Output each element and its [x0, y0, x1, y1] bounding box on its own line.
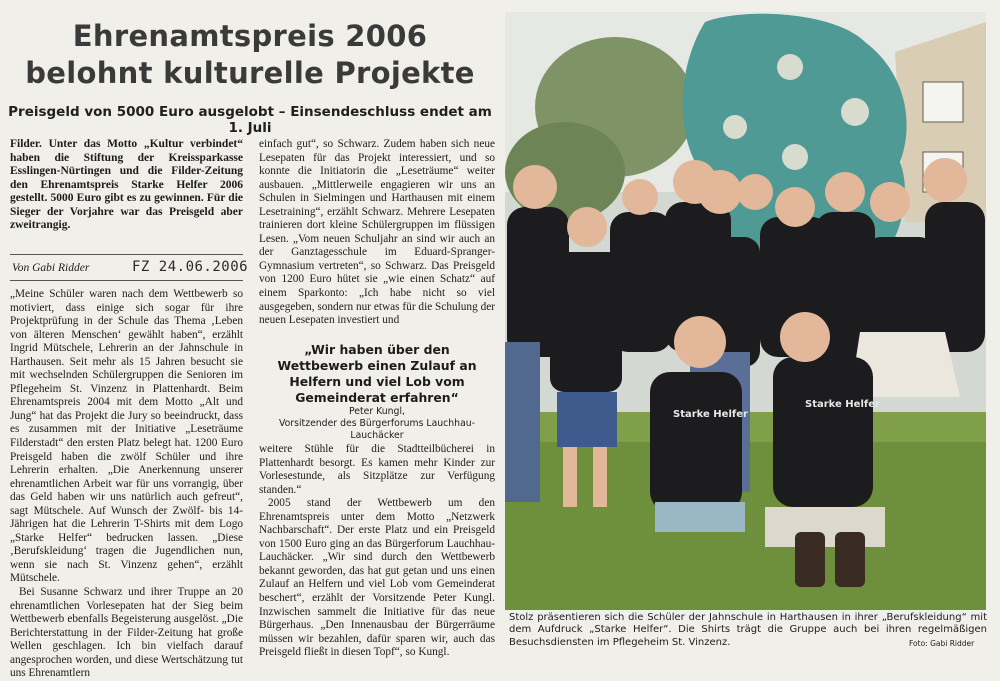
divider-bottom: [10, 280, 243, 281]
divider-top: [10, 254, 243, 255]
dateline-place: Filder.: [10, 138, 42, 150]
paragraph: weitere Stühle für die Stadtteilbücherei in Plattenhardt besorgt. Es kamen mehr Kinder zur Vorlesestunde, als Sitzplätze zur Verfügung standen.“: [259, 443, 495, 496]
article-column-1: [10, 288, 243, 681]
lead-paragraph: [10, 138, 243, 233]
headline-line-2: belohnt kulturelle Projekte: [25, 56, 475, 90]
paragraph: 2005 stand der Wettbewerb um den Ehrenamtspreis unter dem Motto „Netzwerk Nachbarschaft“. Der erste Platz und ein Preisgeld von 1500 Euro ging an das Bürgerforum Lauchhau-Lauchäcker. „Wir sind durch den Wettbewerb bekannt geworden, das hat gut getan und uns einen Zulauf an Helfern und viel Lob vom Gemeinderat beschert“, erzählt der Vorsitzende Peter Kungl. Inzwischen sammelt die Initiative für das neue Bürgerhaus. „Den Innenausbau der Bürgerräume müssen wir bezahlen, dafür sparen wir, auch das Preisgeld fließt in diesen Topf“, so Kungl.: [259, 497, 495, 659]
paragraph: „Meine Schüler waren nach dem Wettbewerb so motiviert, dass einige sich sogar für ihre Projektprüfung in der Schule das Thema ‚Leben von älteren Menschen‘ gewählt haben“, erzählt Ingrid Mütschele, Lehrerin an der Jahnschule in Harthausen. Seit mehr als 15 Jahren besucht sie mit wechselnden Schülergruppen die Senioren im Pflegeheim St. Vinzenz in Plattenhardt. Beim Ehrenamtspreis 2004 mit dem Motto „Alt und Jung“ hat das Projekt die Jury so beeindruckt, dass es zusammen mit der Initiative „Leseträume Filderstadt“ den ersten Platz belegt hat. 1200 Euro Preisgeld haben die zwölf Schüler und ihre Lehrerin erhalten. „Die Anerkennung unserer ehrenamtlichen Arbeit war für uns vorrangig, über das Geld haben wir uns natürlich auch gefreut“, sagt Mütschele. Auf Wunsch der Zwölf- bis 14-Jährigen hat die Lehrerin T-Shirts mit dem Logo „Starke Helfer“ bedrucken lassen. „Diese ‚Berufskleidung‘ tragen die Jugendlichen nun, wenn sie nach St. Vinzenz gehen“, erzählt Mütschele.: [10, 288, 243, 585]
article-column-2-bottom: [259, 443, 495, 660]
quote-author-role: Vorsitzender des Bürgerforums Lauchhau-Lauchäcker: [278, 418, 476, 441]
photo-illustration: [505, 12, 986, 610]
paragraph: einfach gut“, so Schwarz. Zudem haben sich neue Lesepaten für das Projekt interessiert, und so konnte die Initiatorin die „Leseträume“ weiter ausbauen. „Mittlerweile engagieren wir uns an Schulen in Sielmingen und Harthausen mit einem Lesetraining“, erzählt Schwarz. Mehrere Lesepaten trainieren dort kleine Schülergruppen im flüssigen Lesen. „Vom neuen Schuljahr an sind wir auch an der Ganztagesschule im Eduard-Spranger-Gymnasium vertreten“, so Schwarz. Das Preisgeld von 1200 Euro hütet sie „wie einen Schatz“ auf einem Sparkonto: „Ich habe nicht so viel ausgegeben, sondern nur etwas für die Schulung der neuen Lesepaten investiert und: [259, 138, 495, 327]
headline-line-1: Ehrenamtspreis 2006: [72, 19, 428, 53]
article-column-2-top: [259, 138, 495, 328]
pull-quote: „Wir haben über den Wettbewerb einen Zulauf an Helfern und viel Lob vom Gemeinderat erfahren“: [277, 342, 477, 405]
photo-credit: Foto: Gabi Ridder: [909, 639, 975, 648]
quote-author-name: Peter Kungl,: [349, 406, 405, 417]
lead-text: Unter das Motto „Kultur verbindet“ haben die Stiftung der Kreissparkasse Esslingen-Nürtingen und die Filder-Zeitung den Ehrenamtspreis Starke Helfer 2006 gestellt. 5000 Euro gibt es zu gewinnen. Für die Sieger der Vorjahre war das Preisgeld aber zweitrangig.: [10, 138, 243, 231]
group-photo: [505, 12, 986, 610]
pull-quote-author: [262, 406, 492, 442]
shirt-text-2: Starke Helfer: [805, 399, 880, 410]
headline: [0, 18, 500, 92]
handwritten-date-stamp: FZ 24.06.2006: [132, 259, 249, 275]
shirt-text-1: Starke Helfer: [673, 409, 748, 420]
subheadline: Preisgeld von 5000 Euro ausgelobt – Einsendeschluss endet am 1. Juli: [8, 104, 492, 136]
byline: Von Gabi Ridder: [12, 262, 90, 274]
paragraph: Bei Susanne Schwarz und ihrer Truppe an 20 ehrenamtlichen Vorlesepaten hat der Sieg beim Wettbewerb ebenfalls Begeisterung ausgelöst. „Die Berichterstattung in der Filder-Zeitung hat große Wellen geschlagen. Ich bin vielfach darauf angesprochen worden, und diese Wertschätzung tut uns Ehrenamtlern: [10, 586, 243, 680]
photo-caption: Stolz präsentieren sich die Schüler der Jahnschule in Harthausen in ihrer „Berufskleidung“ mit dem Aufdruck „Starke Helfer“. Die Shirts trägt die Gruppe auch bei ihren regelmäßigen Besuchsdiensten im Pflegeheim St. Vinzenz.: [509, 612, 987, 648]
